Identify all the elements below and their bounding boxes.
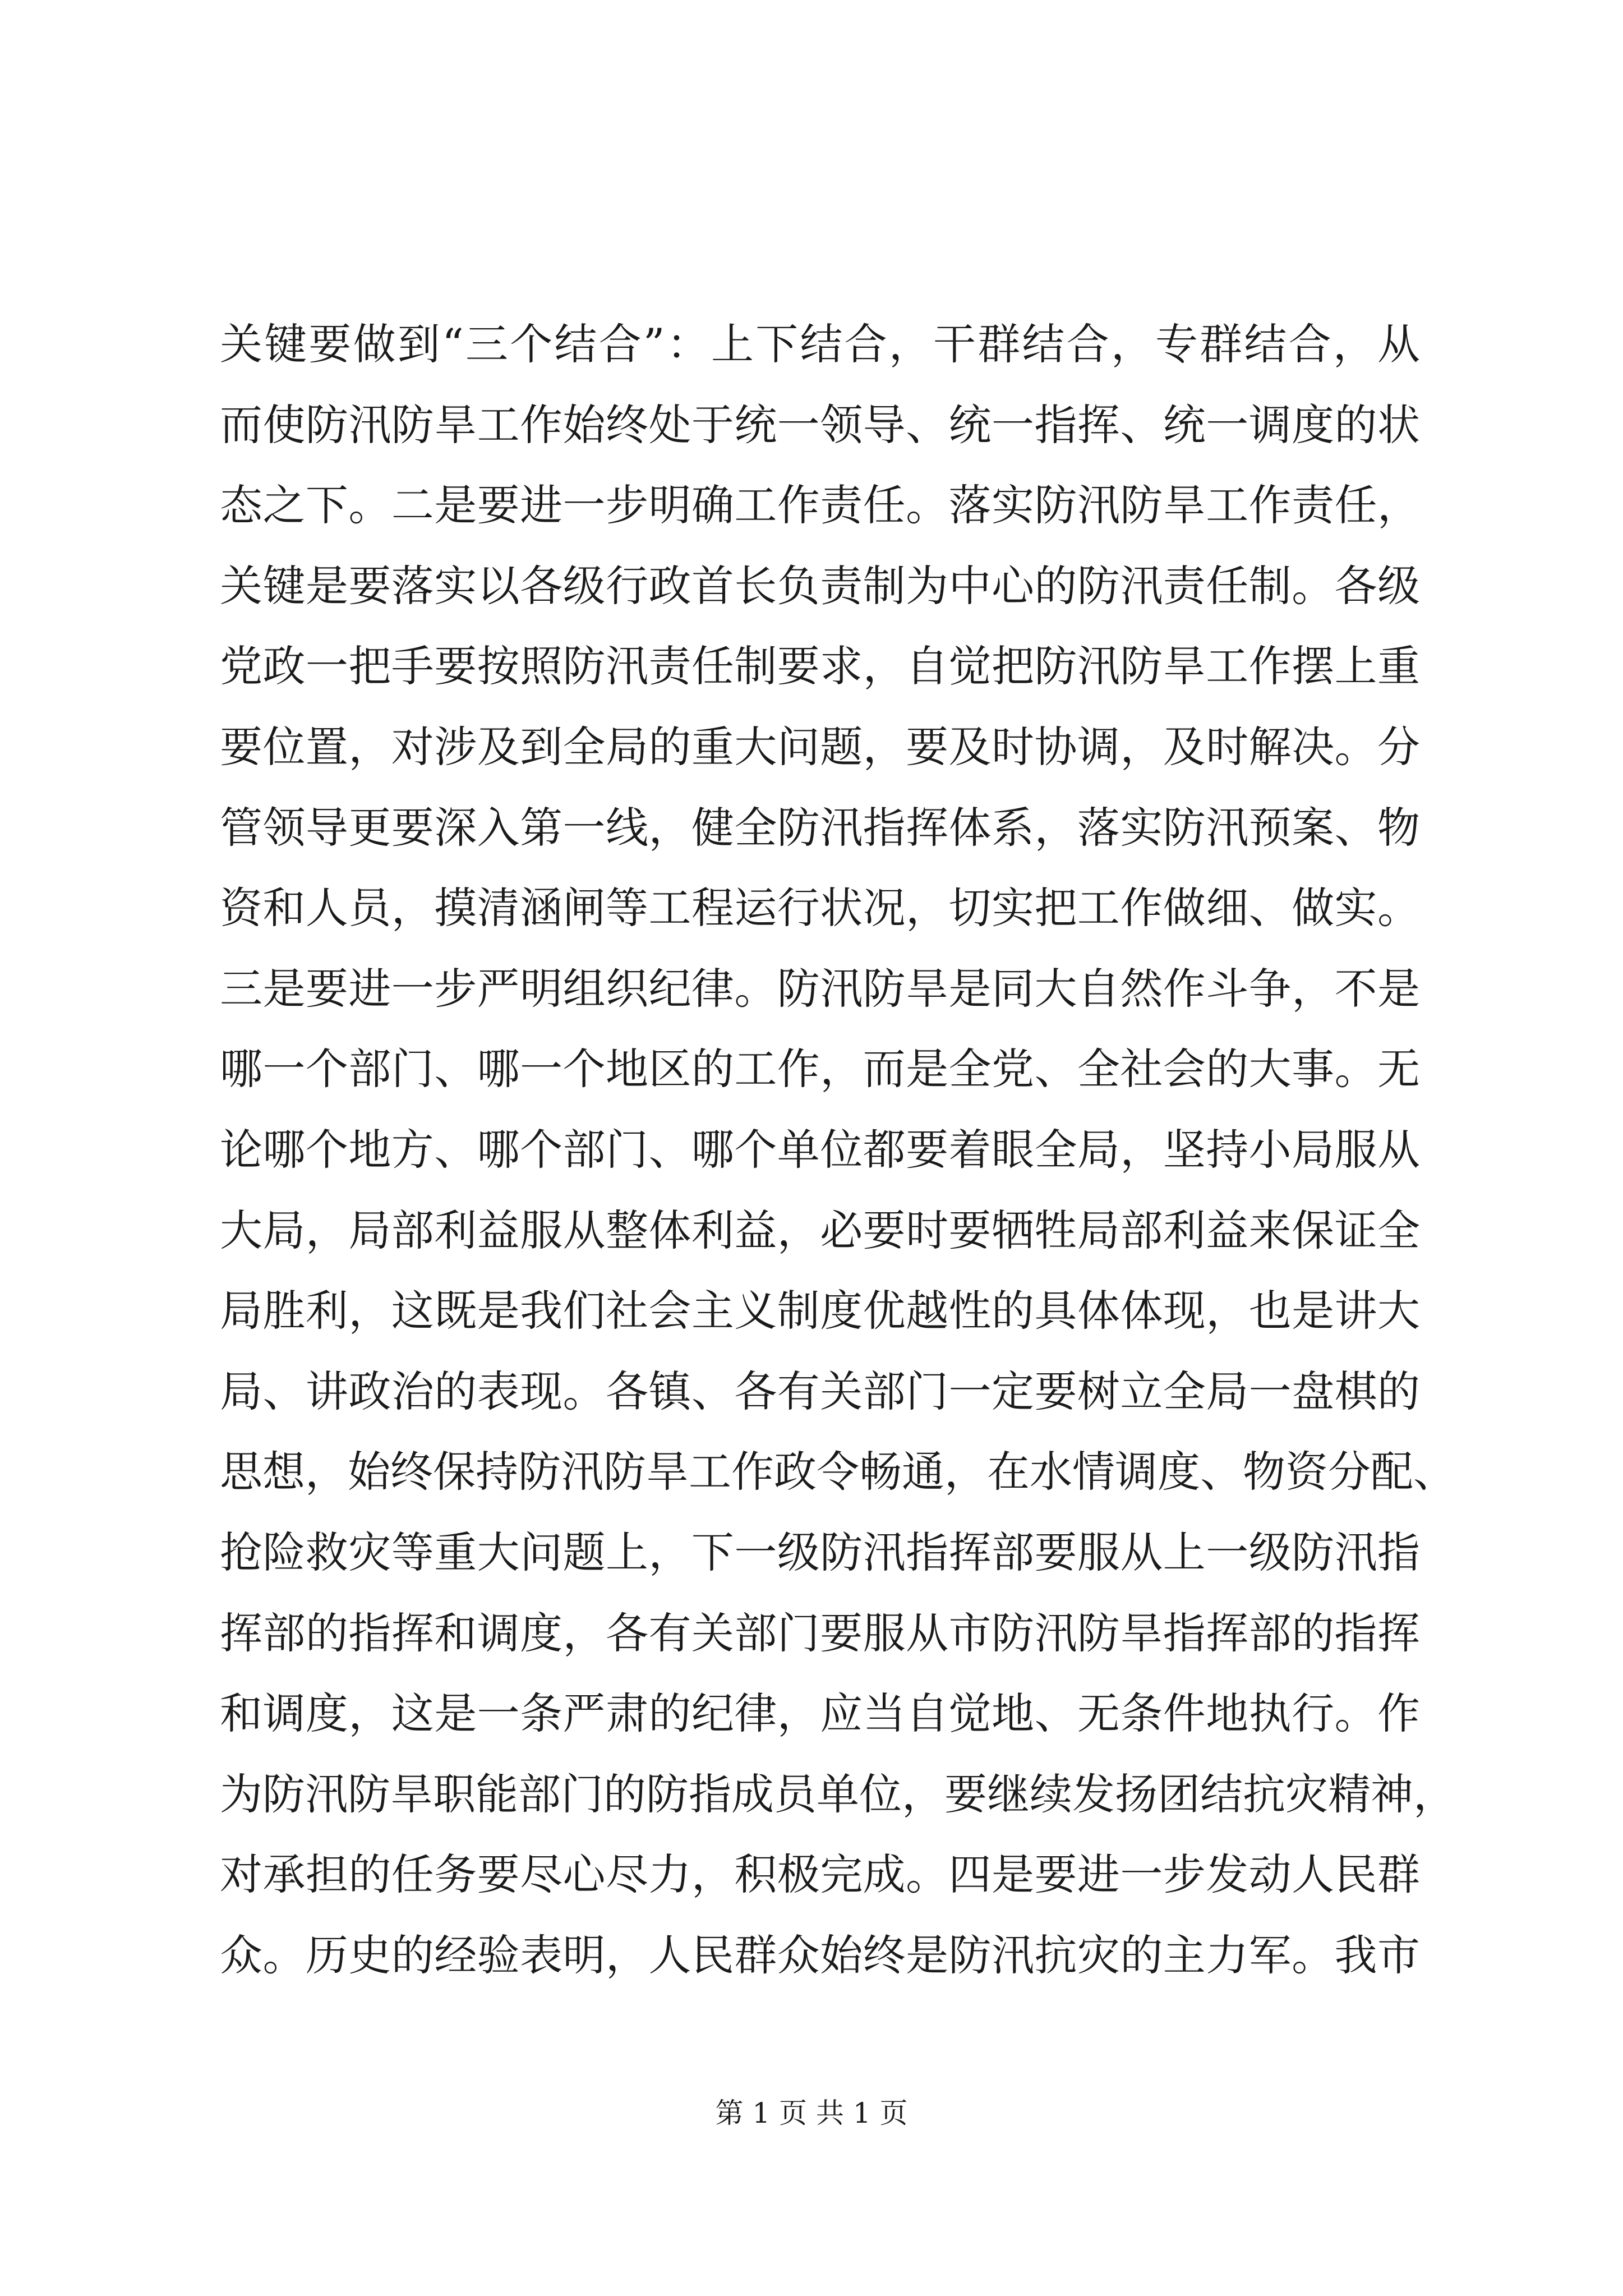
page-number-label: 第 1 页 共 1 页 [715, 2097, 908, 2129]
text-line: 对承担的任务要尽心尽力，积极完成。四是要进一步发动人民群 [220, 1849, 1420, 1900]
text-line: 挥部的指挥和调度，各有关部门要服从市防汛防旱指挥部的指挥 [220, 1608, 1420, 1658]
text-line: 而使防汛防旱工作始终处于统一领导、统一指挥、统一调度的状 [220, 399, 1420, 450]
text-line: 为防汛防旱职能部门的防指成员单位，要继续发扬团结抗灾精神， [220, 1769, 1456, 1819]
body-text [220, 304, 1456, 1995]
text-line: 思想，始终保持防汛防旱工作政令畅通，在水情调度、物资分配、 [220, 1447, 1456, 1497]
text-line: 党政一把手要按照防汛责任制要求，自觉把防汛防旱工作摆上重 [220, 641, 1420, 692]
text-line: 关键是要落实以各级行政首长负责制为中心的防汛责任制。各级 [220, 560, 1420, 611]
text-line: 管领导更要深入第一线，健全防汛指挥体系，落实防汛预案、物 [220, 802, 1420, 853]
text-line: 抢险救灾等重大问题上，下一级防汛指挥部要服从上一级防汛指 [220, 1527, 1420, 1577]
text-line: 论哪个地方、哪个部门、哪个单位都要着眼全局，坚持小局服从 [220, 1124, 1420, 1175]
text-line: 资和人员，摸清涵闸等工程运行状况，切实把工作做细、做实。 [220, 883, 1420, 933]
text-line: 态之下。二是要进一步明确工作责任。落实防汛防旱工作责任， [220, 480, 1420, 531]
text-line: 要位置，对涉及到全局的重大问题，要及时协调，及时解决。分 [220, 721, 1420, 772]
text-line: 哪一个部门、哪一个地区的工作，而是全党、全社会的大事。无 [220, 1044, 1420, 1094]
text-line: 局胜利，这既是我们社会主义制度优越性的具体体现，也是讲大 [220, 1286, 1420, 1336]
text-line: 和调度，这是一条严肃的纪律，应当自觉地、无条件地执行。作 [220, 1688, 1420, 1739]
text-line: 三是要进一步严明组织纪律。防汛防旱是同大自然作斗争，不是 [220, 963, 1420, 1014]
text-line: 众。历史的经验表明，人民群众始终是防汛抗灾的主力军。我市 [220, 1930, 1420, 1980]
text-line: 局、讲政治的表现。各镇、各有关部门一定要树立全局一盘棋的 [220, 1366, 1420, 1416]
text-line: 关键要做到“三个结合”：上下结合，干群结合，专群结合，从 [220, 319, 1420, 369]
text-line: 大局，局部利益服从整体利益，必要时要牺牲局部利益来保证全 [220, 1205, 1420, 1255]
page-footer [0, 2093, 1623, 2133]
